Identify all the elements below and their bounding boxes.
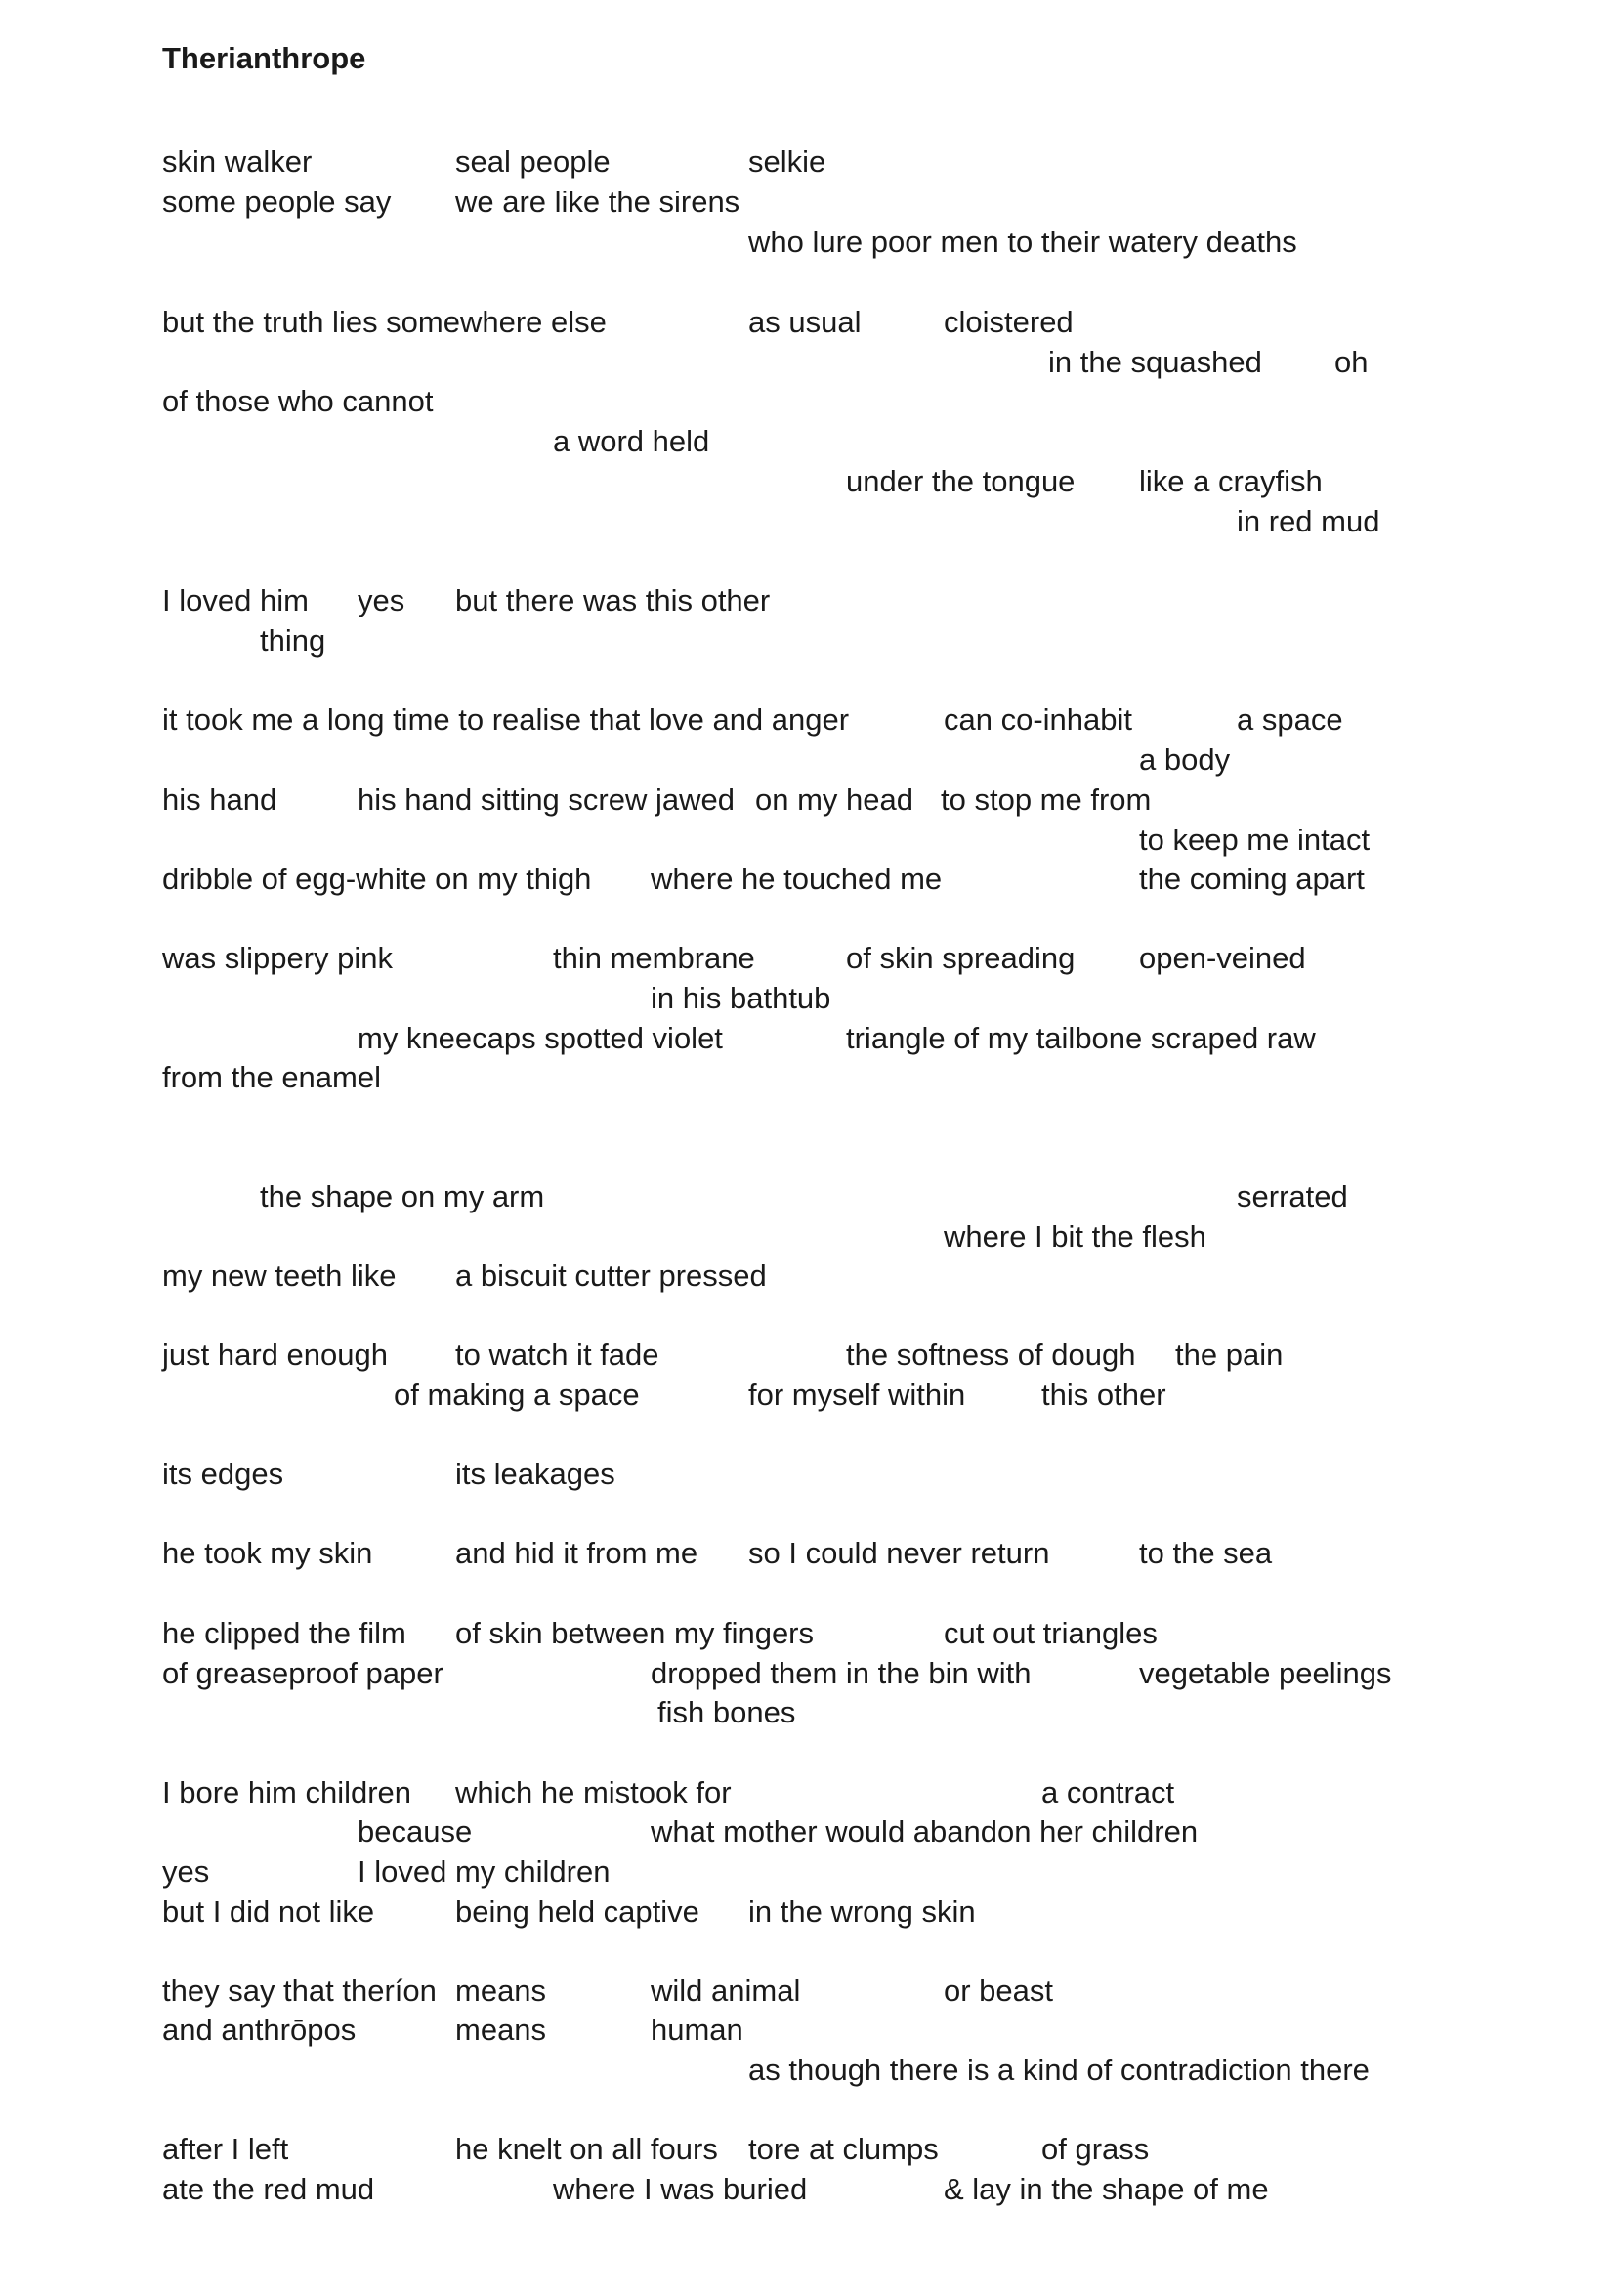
poem-fragment: the shape on my arm: [260, 1179, 545, 1213]
poem-fragment: like a crayfish: [1139, 464, 1323, 498]
poem-fragment: serrated: [1237, 1179, 1348, 1213]
poem-fragment: we are like the sirens: [455, 185, 740, 219]
poem-fragment: vegetable peelings: [1139, 1656, 1392, 1690]
poem-fragment: but I did not like: [162, 1894, 375, 1929]
poem-fragment: as though there is a kind of contradiction there: [748, 2053, 1370, 2087]
poem-fragment: of grass: [1041, 2132, 1150, 2166]
poem-fragment: skin walker: [162, 145, 313, 179]
poem-fragment: and anthrōpos: [162, 2013, 357, 2047]
poem-fragment: so I could never return: [748, 1536, 1050, 1570]
poem-fragment: in the squashed: [1048, 345, 1262, 379]
poem-fragment: human: [651, 2013, 743, 2047]
poem-fragment: open-veined: [1139, 941, 1306, 975]
poem-fragment: as usual: [748, 305, 862, 339]
poem-fragment: just hard enough: [162, 1338, 388, 1372]
poem-fragment: thin membrane: [553, 941, 755, 975]
poem-fragment: but there was this other: [455, 583, 771, 617]
poem-fragment: yes: [162, 1854, 210, 1889]
poem-fragment: fish bones: [657, 1695, 796, 1729]
poem-fragment: in his bathtub: [651, 981, 831, 1015]
poem-fragment: wild animal: [651, 1974, 801, 2008]
poem-fragment: they say that theríon: [162, 1974, 437, 2008]
poem-fragment: ate the red mud: [162, 2172, 375, 2206]
poem-fragment: some people say: [162, 185, 392, 219]
poem-fragment: the coming apart: [1139, 862, 1365, 896]
poem-fragment: selkie: [748, 145, 826, 179]
poem-fragment: it took me a long time to realise that love and anger: [162, 702, 850, 737]
poem-fragment: after I left: [162, 2132, 289, 2166]
poem-fragment: yes: [358, 583, 405, 617]
poem-fragment: dribble of egg-white on my thigh: [162, 862, 592, 896]
poem-fragment: of those who cannot: [162, 384, 434, 418]
poem-fragment: or beast: [944, 1974, 1054, 2008]
poem-fragment: was slippery pink: [162, 941, 394, 975]
poem-fragment: can co-inhabit: [944, 702, 1133, 737]
poem-fragment: on my head: [755, 783, 913, 817]
poem-fragment: to keep me intact: [1139, 823, 1371, 857]
poem-fragment: he clipped the film: [162, 1616, 406, 1650]
poem-fragment: his hand sitting screw jawed: [358, 783, 735, 817]
poem-fragment: triangle of my tailbone scraped raw: [846, 1021, 1316, 1055]
poem-fragment: who lure poor men to their watery deaths: [748, 225, 1297, 259]
poem-fragment: of skin spreading: [846, 941, 1076, 975]
poem-fragment: tore at clumps: [748, 2132, 939, 2166]
poem-title: Therianthrope: [162, 41, 366, 75]
poem-fragment: which he mistook for: [455, 1775, 732, 1809]
poem-fragment: in the wrong skin: [748, 1894, 976, 1929]
poem-fragment: being held captive: [455, 1894, 699, 1929]
poem-fragment: dropped them in the bin with: [651, 1656, 1032, 1690]
poem-fragment: the pain: [1175, 1338, 1284, 1372]
poem-fragment: under the tongue: [846, 464, 1076, 498]
poem-fragment: cloistered: [944, 305, 1074, 339]
poem-fragment: where I bit the flesh: [944, 1219, 1206, 1254]
poem-fragment: its edges: [162, 1457, 284, 1491]
poem-fragment: a word held: [553, 424, 710, 458]
poem-fragment: a contract: [1041, 1775, 1175, 1809]
poem-fragment: my new teeth like: [162, 1258, 397, 1293]
poem-fragment: oh: [1334, 345, 1369, 379]
poem-fragment: means: [455, 1974, 547, 2008]
poem-fragment: my kneecaps spotted violet: [358, 1021, 723, 1055]
poem-fragment: means: [455, 2013, 547, 2047]
poem-fragment: of greaseproof paper: [162, 1656, 443, 1690]
poem-fragment: of making a space: [394, 1378, 640, 1412]
poem-fragment: & lay in the shape of me: [944, 2172, 1269, 2206]
poem-fragment: a biscuit cutter pressed: [455, 1258, 767, 1293]
poem-fragment: to stop me from: [941, 783, 1152, 817]
poem-fragment: thing: [260, 623, 326, 658]
poem-fragment: of skin between my fingers: [455, 1616, 815, 1650]
poem-fragment: because: [358, 1814, 473, 1849]
poem-fragment: to watch it fade: [455, 1338, 659, 1372]
poem-fragment: he knelt on all fours: [455, 2132, 718, 2166]
poem-fragment: where I was buried: [553, 2172, 808, 2206]
poem-fragment: seal people: [455, 145, 611, 179]
poem-fragment: its leakages: [455, 1457, 615, 1491]
poem-fragment: cut out triangles: [944, 1616, 1158, 1650]
poem-fragment: a body: [1139, 743, 1231, 777]
poem-fragment: this other: [1041, 1378, 1166, 1412]
poem-fragment: I bore him children: [162, 1775, 412, 1809]
poem-fragment: to the sea: [1139, 1536, 1273, 1570]
poem-fragment: I loved him: [162, 583, 309, 617]
poem-fragment: his hand: [162, 783, 277, 817]
poem-fragment: in red mud: [1237, 504, 1380, 538]
poem-fragment: the softness of dough: [846, 1338, 1136, 1372]
poem-fragment: but the truth lies somewhere else: [162, 305, 607, 339]
poem-fragment: a space: [1237, 702, 1343, 737]
poem-fragment: from the enamel: [162, 1060, 381, 1094]
poem-fragment: I loved my children: [358, 1854, 611, 1889]
poem-fragment: where he touched me: [651, 862, 943, 896]
poem-fragment: for myself within: [748, 1378, 966, 1412]
poem-fragment: he took my skin: [162, 1536, 373, 1570]
poem-fragment: what mother would abandon her children: [651, 1814, 1199, 1849]
poem-fragment: and hid it from me: [455, 1536, 698, 1570]
